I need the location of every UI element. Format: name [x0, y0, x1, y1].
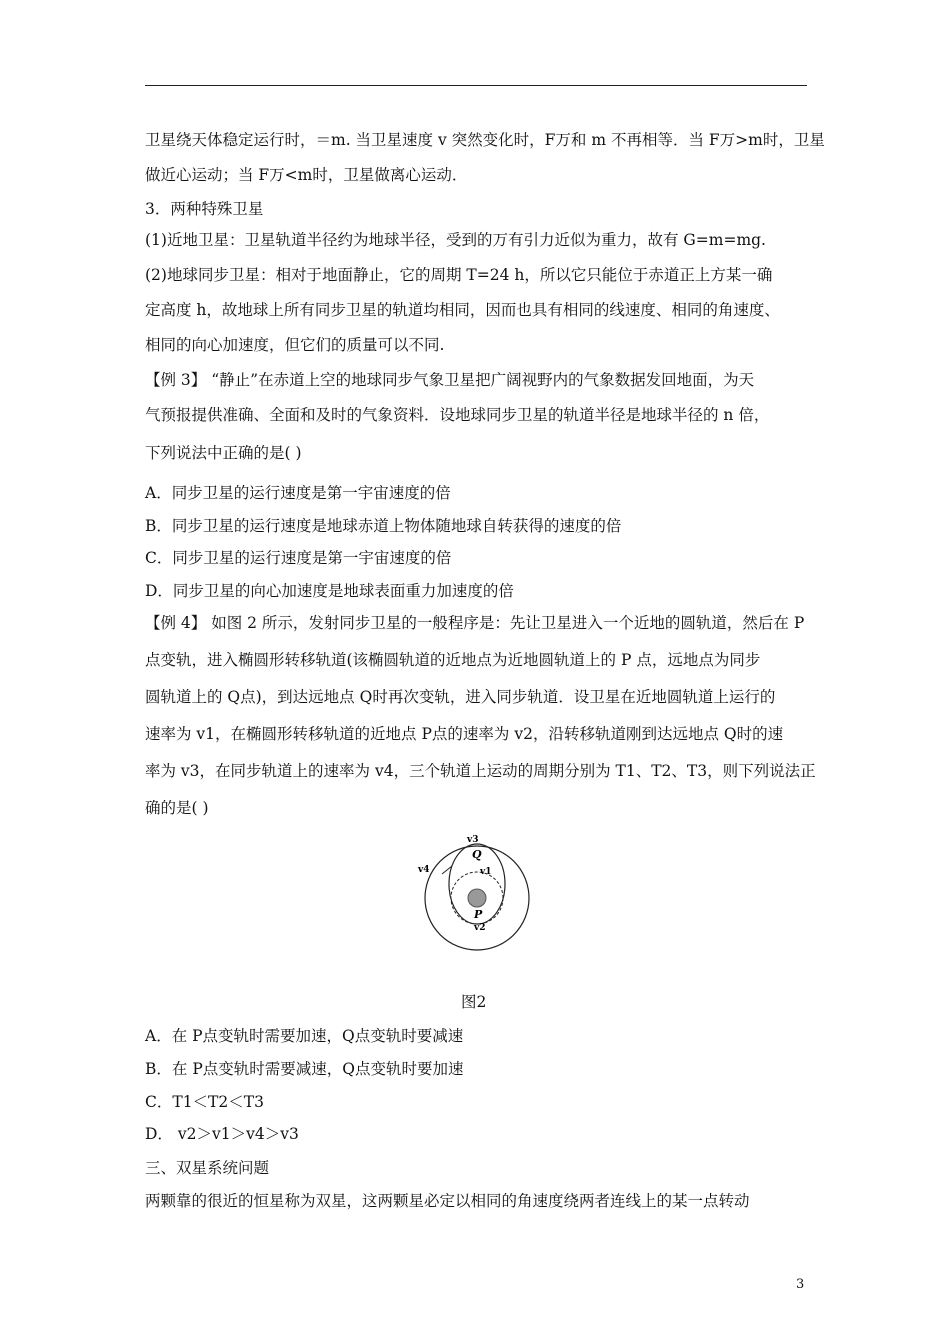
- option-a: A．在 P点变轨时需要加速，Q点变轨时要减速: [145, 1027, 464, 1045]
- label-v1: v1: [480, 867, 492, 877]
- option-d: D． v2＞v1＞v4＞v3: [145, 1125, 299, 1143]
- label-v3: v3: [467, 835, 479, 845]
- text-line: 速率为 v1，在椭圆形转移轨道的近地点 P点的速率为 v2，沿转移轨道刚到达远地点 Q时的速: [145, 725, 784, 743]
- option-a: A．同步卫星的运行速度是第一宇宙速度的倍: [145, 484, 451, 502]
- orbit-diagram: [412, 826, 542, 956]
- example-3-line: 【例 3】 “静止”在赤道上空的地球同步气象卫星把广阔视野内的气象数据发回地面，为天: [145, 371, 755, 389]
- label-v2: v2: [474, 923, 486, 933]
- label-v4: v4: [418, 865, 430, 875]
- option-c: C．同步卫星的运行速度是第一宇宙速度的倍: [145, 549, 452, 567]
- label-p: P: [474, 908, 483, 921]
- text-line: 相同的向心加速度，但它们的质量可以不同.: [145, 336, 445, 354]
- earth: [468, 889, 486, 907]
- option-b: B．在 P点变轨时需要减速，Q点变轨时要加速: [145, 1060, 464, 1078]
- text-line: 点变轨，进入椭圆形转移轨道(该椭圆轨道的近地点为近地圆轨道上的 P 点，远地点为同步: [145, 651, 761, 669]
- example-4-line: 【例 4】 如图 2 所示，发射同步卫星的一般程序是：先让卫星进入一个近地的圆轨道，然后在 P: [145, 614, 805, 632]
- label-q: Q: [472, 848, 482, 861]
- option-b: B．同步卫星的运行速度是地球赤道上物体随地球自转获得的速度的倍: [145, 517, 622, 535]
- text-line: 两颗靠的很近的恒星称为双星，这两颗星必定以相同的角速度绕两者连线上的某一点转动: [145, 1192, 750, 1210]
- text-line: 率为 v3，在同步轨道上的速率为 v4，三个轨道上运动的周期分别为 T1、T2、T3，则下列说法正: [145, 762, 816, 780]
- section-heading: 三、双星系统问题: [145, 1159, 270, 1177]
- header-rule: [145, 85, 807, 86]
- page-number: 3: [796, 1277, 805, 1292]
- text-line: (1)近地卫星：卫星轨道半径约为地球半径，受到的万有引力近似为重力，故有 G=m=mg.: [145, 231, 766, 249]
- text-line: 圆轨道上的 Q点)，到达远地点 Q时再次变轨，进入同步轨道．设卫星在近地圆轨道上运行的: [145, 688, 776, 706]
- figure-caption: 图2: [461, 993, 487, 1011]
- text-line: 气预报提供准确、全面和及时的气象资料．设地球同步卫星的轨道半径是地球半径的 n 倍，: [145, 406, 770, 424]
- text-line: 3．两种特殊卫星: [145, 200, 264, 218]
- text-line: 确的是( ): [145, 799, 209, 817]
- text-line: 卫星绕天体稳定运行时，＝m. 当卫星速度 v 突然变化时，F万和 m 不再相等．当 F万>m时，卫星: [145, 131, 825, 149]
- option-c: C．T1＜T2＜T3: [145, 1093, 264, 1111]
- text-line: (2)地球同步卫星：相对于地面静止，它的周期 T=24 h，所以它只能位于赤道正上方某一确: [145, 266, 773, 284]
- text-line: 下列说法中正确的是( ): [145, 444, 302, 462]
- option-d: D．同步卫星的向心加速度是地球表面重力加速度的倍: [145, 582, 514, 600]
- text-line: 定高度 h，故地球上所有同步卫星的轨道均相同，因而也具有相同的线速度、相同的角速度、: [145, 301, 780, 319]
- text-line: 做近心运动；当 F万<m时，卫星做离心运动．: [145, 166, 468, 184]
